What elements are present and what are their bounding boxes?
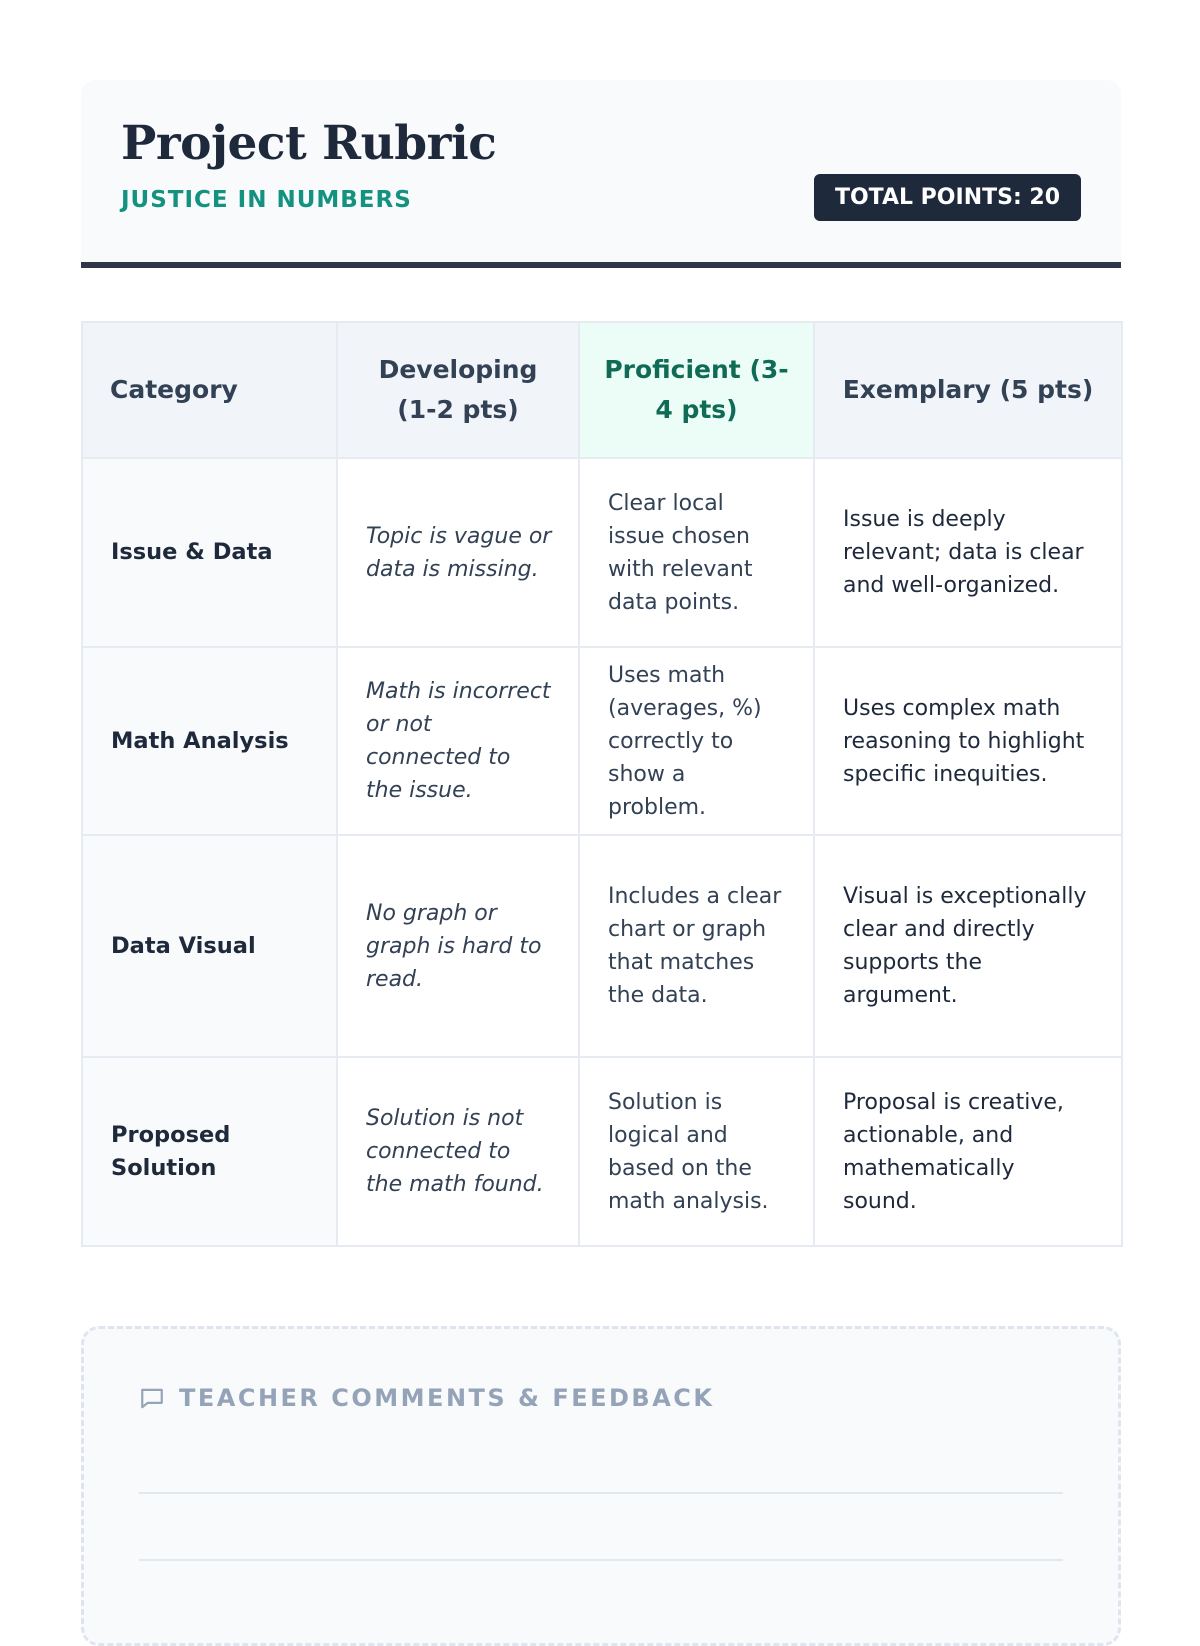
column-header-proficient: Proficient (3-4 pts) [579,322,814,458]
proficient-cell: Solution is logical and based on the math analysis. [579,1057,814,1246]
page-title: Project Rubric [121,116,497,171]
category-cell: Issue & Data [82,458,337,647]
category-cell: Data Visual [82,835,337,1057]
proficient-cell: Clear local issue chosen with relevant data points. [579,458,814,647]
proficient-cell: Includes a clear chart or graph that matches the data. [579,835,814,1057]
feedback-writing-line [139,1559,1063,1561]
exemplary-cell: Proposal is creative, actionable, and mathematically sound. [814,1057,1122,1246]
total-points-badge: TOTAL POINTS: 20 [814,174,1081,221]
developing-cell: Solution is not connected to the math found. [337,1057,579,1246]
comments-heading-label: TEACHER COMMENTS & FEEDBACK [179,1384,715,1412]
developing-cell: Math is incorrect or not connected to the issue. [337,647,579,835]
column-header-exemplary: Exemplary (5 pts) [814,322,1122,458]
exemplary-cell: Visual is exceptionally clear and directly supports the argument. [814,835,1122,1057]
table-row [82,835,1122,1057]
proficient-cell: Uses math (averages, %) correctly to show a problem. [579,647,814,835]
comment-icon [139,1385,165,1411]
feedback-writing-line [139,1492,1063,1494]
rubric-header [81,80,1121,268]
page-subtitle: JUSTICE IN NUMBERS [121,187,412,213]
exemplary-cell: Uses complex math reasoning to highlight specific inequities. [814,647,1122,835]
table-row [82,647,1122,835]
exemplary-cell: Issue is deeply relevant; data is clear and well-organized. [814,458,1122,647]
teacher-comments-box[interactable] [81,1326,1121,1646]
comments-heading [139,1384,715,1412]
column-header-category: Category [82,322,337,458]
developing-cell: No graph or graph is hard to read. [337,835,579,1057]
table-row [82,1057,1122,1246]
table-header-row [82,322,1122,458]
table-row [82,458,1122,647]
rubric-table [81,321,1123,1247]
developing-cell: Topic is vague or data is missing. [337,458,579,647]
category-cell: Proposed Solution [82,1057,337,1246]
category-cell: Math Analysis [82,647,337,835]
column-header-developing: Developing (1-2 pts) [337,322,579,458]
